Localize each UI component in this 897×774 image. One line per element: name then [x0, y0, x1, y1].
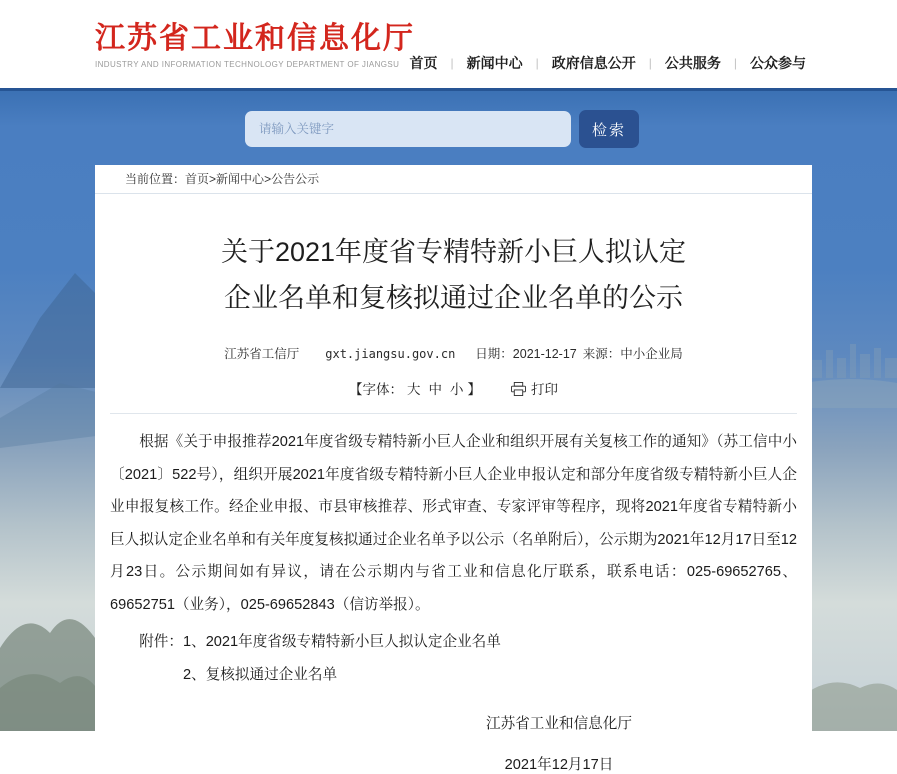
nav-separator: |: [733, 56, 737, 70]
nav-separator: |: [535, 56, 539, 70]
font-size-suffix: 】: [467, 382, 481, 397]
article-meta: [110, 344, 797, 362]
breadcrumb-label: 当前位置：: [125, 172, 186, 186]
article-title-line2: 企业名单和复核拟通过企业名单的公示: [224, 283, 683, 313]
breadcrumb-news-center[interactable]: 新闻中心: [216, 172, 265, 186]
breadcrumb: [95, 165, 812, 194]
nav-item-news[interactable]: 新闻中心: [466, 55, 523, 71]
nav-item-home[interactable]: 首页: [409, 55, 438, 71]
search-bar: [245, 110, 639, 148]
article-divider: [110, 413, 797, 414]
print-icon: [511, 382, 526, 396]
font-size-prefix: 【字体：: [349, 382, 403, 397]
site-header: [0, 0, 897, 88]
attachments: [110, 626, 797, 692]
content-panel: [95, 165, 812, 773]
signature-department: 江苏省工业和信息化厅: [486, 716, 632, 732]
search-button[interactable]: 检索: [579, 110, 639, 148]
article-title-line1: 关于2021年度省专精特新小巨人拟认定: [220, 237, 687, 267]
meta-source-dept: 江苏省工信厅: [224, 347, 300, 361]
article-controls: [110, 378, 797, 398]
meta-date: 日期：2021-12-17: [475, 347, 577, 361]
signature-date: 2021年12月17日: [504, 757, 614, 773]
font-size-small-button[interactable]: 小: [450, 382, 464, 397]
search-input[interactable]: [245, 111, 571, 147]
meta-site-url: gxt.jiangsu.gov.cn: [325, 347, 456, 361]
breadcrumb-separator: >: [264, 172, 272, 186]
main-nav: [397, 53, 820, 73]
nav-item-gov-info[interactable]: 政府信息公开: [551, 55, 636, 71]
nav-item-public-service[interactable]: 公共服务: [664, 55, 721, 71]
print-label: 打印: [531, 382, 558, 397]
breadcrumb-separator: >: [209, 172, 217, 186]
signature-block: [443, 712, 675, 774]
article-body: 根据《关于申报推荐2021年度省级专精特新小巨人企业和组织开展有关复核工作的通知》（苏工信中小〔2021〕522号），组织开展2021年度省级专精特新小巨人企业申报认定和部分年度省级专精特新小巨人企业申报复核工作。经企业申报、市县审核推荐、形式审查、专家评审等程序，现将2021年度省专精特新小巨人拟认定企业名单和有关年度复核拟通过企业名单予以公示（名单附后），公示期为2021年12月17日至12月23日。公示期间如有异议，请在公示期内与省工业和信息化厅联系，联系电话：025-69652765、69652751（业务），025-69652843（信访举报）。: [110, 434, 797, 613]
site-logo-title: 江苏省工业和信息化厅: [95, 22, 415, 55]
site-logo-subtitle: INDUSTRY AND INFORMATION TECHNOLOGY DEPARTMENT OF JIANGSU: [95, 60, 400, 69]
attachment-link-2[interactable]: 2、复核拟通过企业名单: [183, 667, 338, 683]
breadcrumb-notices[interactable]: 公告公示: [271, 172, 320, 186]
breadcrumb-home[interactable]: 首页: [185, 172, 210, 186]
nav-item-participation[interactable]: 公众参与: [750, 55, 806, 71]
meta-origin: 来源：中小企业局: [582, 347, 683, 361]
nav-separator: |: [648, 56, 652, 70]
font-size-medium-button[interactable]: 中: [428, 382, 442, 397]
site-logo[interactable]: [95, 21, 415, 69]
attachment-link-1[interactable]: 1、2021年度省级专精特新小巨人拟认定企业名单: [182, 634, 501, 650]
print-button[interactable]: [511, 382, 558, 397]
font-size-large-button[interactable]: 大: [407, 382, 421, 397]
article: [95, 229, 812, 774]
attachments-label: 附件：: [139, 634, 183, 650]
nav-separator: |: [450, 56, 454, 70]
article-title: [110, 229, 797, 321]
